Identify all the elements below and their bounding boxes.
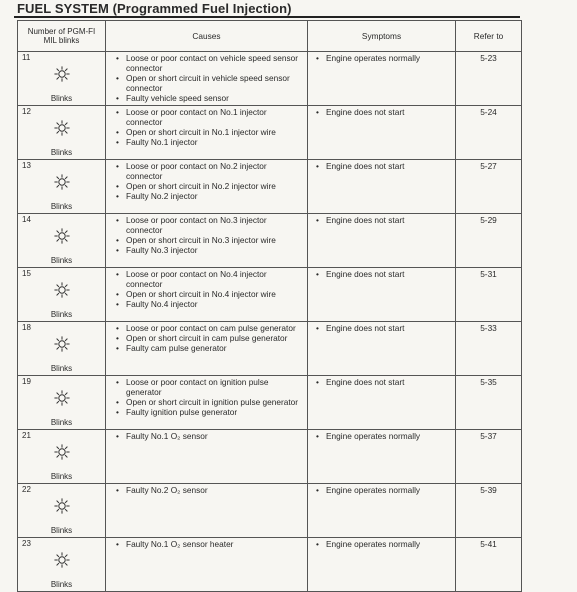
causes-list [116, 431, 303, 441]
code-cell [18, 376, 106, 430]
code-number: 18 [22, 323, 31, 332]
causes-list [116, 269, 303, 309]
refer-page: 5-33 [480, 323, 497, 333]
symptom-text: • Engine does not start [326, 161, 451, 171]
symptom-text: • Engine does not start [326, 323, 451, 333]
header-blinks: Number of PGM-FI MIL blinks [18, 21, 106, 52]
cause-item: • Faulty cam pulse generator [126, 343, 303, 353]
cause-item: • Open or short circuit in No.3 injector wire [126, 235, 303, 245]
causes-list [116, 107, 303, 147]
symptom-cell [308, 376, 456, 430]
symptom-text: • Engine operates normally [326, 53, 451, 63]
cause-item: • Open or short circuit in ignition pulse generator [126, 397, 303, 407]
causes-cell [106, 268, 308, 322]
cause-item: • Loose or poor contact on No.4 injector connector [126, 269, 303, 289]
header-row [18, 21, 522, 52]
cause-item: • Open or short circuit in No.2 injector wire [126, 181, 303, 191]
refer-cell [456, 106, 522, 160]
symptom-cell [308, 160, 456, 214]
symptom-text: • Engine operates normally [326, 485, 451, 495]
refer-page: 5-23 [480, 53, 497, 63]
code-number: 14 [22, 215, 31, 224]
refer-page: 5-24 [480, 107, 497, 117]
causes-cell [106, 322, 308, 376]
mil-lamp-blinking-icon [54, 282, 70, 298]
cause-item: • Faulty No.1 O₂ sensor [126, 431, 303, 441]
cause-item: • Open or short circuit in cam pulse generator [126, 333, 303, 343]
cause-item: • Faulty No.1 injector [126, 137, 303, 147]
causes-list [116, 215, 303, 255]
blinks-label: Blinks [50, 526, 73, 535]
symptom-cell [308, 484, 456, 538]
blinks-label: Blinks [50, 472, 73, 481]
refer-page: 5-37 [480, 431, 497, 441]
blinks-label: Blinks [50, 580, 73, 589]
code-number: 21 [22, 431, 31, 440]
page-title [17, 1, 292, 16]
section-title: FUEL SYSTEM [17, 1, 109, 16]
mil-lamp-blinking-icon [54, 444, 70, 460]
code-number: 13 [22, 161, 31, 170]
mil-lamp-blinking-icon [54, 228, 70, 244]
causes-cell [106, 430, 308, 484]
causes-cell [106, 160, 308, 214]
refer-cell [456, 376, 522, 430]
table-row [18, 484, 522, 538]
causes-list [116, 53, 303, 103]
section-subtitle: (Programmed Fuel Injection) [112, 1, 292, 16]
refer-page: 5-31 [480, 269, 497, 279]
refer-page: 5-41 [480, 539, 497, 549]
cause-item: • Faulty No.2 injector [126, 191, 303, 201]
code-cell [18, 214, 106, 268]
table-row [18, 538, 522, 592]
troubleshooting-table [17, 20, 522, 592]
symptom-text: • Engine operates normally [326, 431, 451, 441]
cause-item: • Faulty ignition pulse generator [126, 407, 303, 417]
code-cell [18, 484, 106, 538]
cause-item: • Open or short circuit in No.1 injector wire [126, 127, 303, 137]
code-cell [18, 322, 106, 376]
mil-lamp-blinking-icon [54, 174, 70, 190]
cause-item: • Loose or poor contact on vehicle speed sensor connector [126, 53, 303, 73]
refer-cell [456, 322, 522, 376]
mil-lamp-blinking-icon [54, 336, 70, 352]
blinks-label: Blinks [50, 94, 73, 103]
cause-item: • Loose or poor contact on No.3 injector connector [126, 215, 303, 235]
symptom-cell [308, 322, 456, 376]
cause-item: • Faulty No.4 injector [126, 299, 303, 309]
symptom-text: • Engine does not start [326, 215, 451, 225]
code-number: 23 [22, 539, 31, 548]
code-number: 15 [22, 269, 31, 278]
mil-lamp-blinking-icon [54, 66, 70, 82]
refer-page: 5-29 [480, 215, 497, 225]
blinks-label: Blinks [50, 418, 73, 427]
symptom-cell [308, 538, 456, 592]
refer-cell [456, 160, 522, 214]
refer-cell [456, 214, 522, 268]
blinks-label: Blinks [50, 202, 73, 211]
blinks-label: Blinks [50, 256, 73, 265]
causes-list [116, 161, 303, 201]
title-rule [14, 16, 520, 18]
causes-list [116, 485, 303, 495]
symptom-cell [308, 268, 456, 322]
causes-cell [106, 106, 308, 160]
refer-cell [456, 430, 522, 484]
causes-cell [106, 484, 308, 538]
code-number: 19 [22, 377, 31, 386]
cause-item: • Faulty No.1 O₂ sensor heater [126, 539, 303, 549]
causes-list [116, 323, 303, 353]
code-cell [18, 106, 106, 160]
cause-item: • Loose or poor contact on No.2 injector connector [126, 161, 303, 181]
cause-item: • Loose or poor contact on cam pulse generator [126, 323, 303, 333]
cause-item: • Loose or poor contact on ignition pulse generator [126, 377, 303, 397]
refer-page: 5-39 [480, 485, 497, 495]
mil-lamp-blinking-icon [54, 390, 70, 406]
refer-page: 5-27 [480, 161, 497, 171]
code-number: 22 [22, 485, 31, 494]
causes-list [116, 539, 303, 549]
table-row [18, 106, 522, 160]
refer-page: 5-35 [480, 377, 497, 387]
table-row [18, 268, 522, 322]
symptom-cell [308, 106, 456, 160]
symptom-text: • Engine operates normally [326, 539, 451, 549]
refer-cell [456, 268, 522, 322]
code-cell [18, 430, 106, 484]
causes-cell [106, 538, 308, 592]
table-row [18, 322, 522, 376]
code-cell [18, 160, 106, 214]
table-row [18, 160, 522, 214]
table-row [18, 52, 522, 106]
header-causes: Causes [106, 21, 308, 52]
symptom-text: • Engine does not start [326, 269, 451, 279]
code-number: 12 [22, 107, 31, 116]
mil-lamp-blinking-icon [54, 498, 70, 514]
table-row [18, 214, 522, 268]
cause-item: • Open or short circuit in No.4 injector wire [126, 289, 303, 299]
code-cell [18, 268, 106, 322]
symptom-cell [308, 52, 456, 106]
code-cell [18, 538, 106, 592]
table-row [18, 376, 522, 430]
causes-cell [106, 214, 308, 268]
blinks-label: Blinks [50, 310, 73, 319]
refer-cell [456, 52, 522, 106]
cause-item: • Faulty vehicle speed sensor [126, 93, 303, 103]
symptom-text: • Engine does not start [326, 377, 451, 387]
blinks-label: Blinks [50, 148, 73, 157]
mil-lamp-blinking-icon [54, 552, 70, 568]
causes-cell [106, 52, 308, 106]
symptom-cell [308, 430, 456, 484]
refer-cell [456, 538, 522, 592]
header-refer-to: Refer to [456, 21, 522, 52]
refer-cell [456, 484, 522, 538]
cause-item: • Open or short circuit in vehicle speed sensor connector [126, 73, 303, 93]
code-cell [18, 52, 106, 106]
code-number: 11 [22, 53, 31, 62]
cause-item: • Faulty No.2 O₂ sensor [126, 485, 303, 495]
header-symptoms: Symptoms [308, 21, 456, 52]
causes-cell [106, 376, 308, 430]
symptom-text: • Engine does not start [326, 107, 451, 117]
mil-lamp-blinking-icon [54, 120, 70, 136]
symptom-cell [308, 214, 456, 268]
causes-list [116, 377, 303, 417]
blinks-label: Blinks [50, 364, 73, 373]
cause-item: • Loose or poor contact on No.1 injector connector [126, 107, 303, 127]
table-row [18, 430, 522, 484]
cause-item: • Faulty No.3 injector [126, 245, 303, 255]
